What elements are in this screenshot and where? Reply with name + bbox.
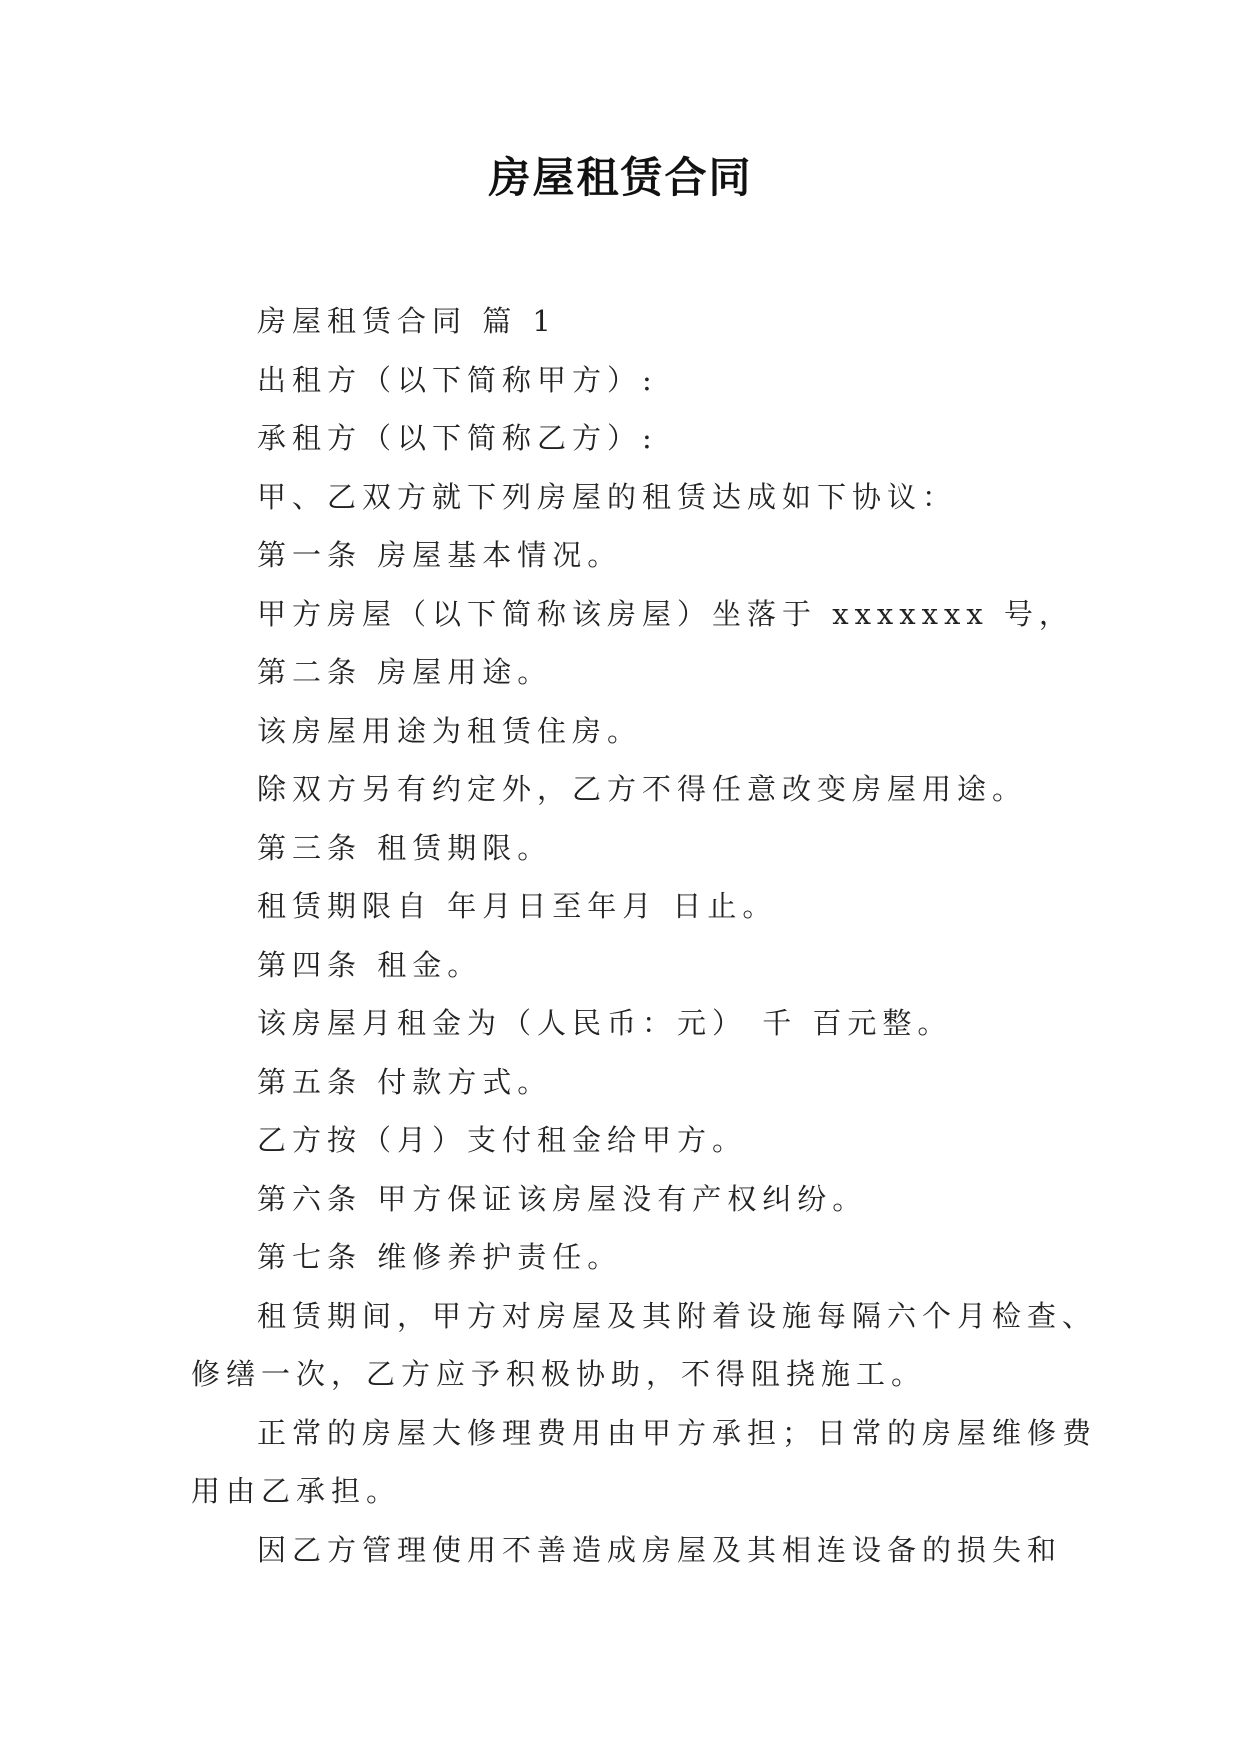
clause-heading: 第六条 甲方保证该房屋没有产权纠纷。 — [257, 1181, 868, 1216]
clause-heading: 第七条 维修养护责任。 — [257, 1240, 623, 1274]
paragraph-line: 承租方（以下简称乙方）: — [257, 421, 658, 455]
paragraph-line: 房屋租赁合同 篇 1 — [257, 304, 557, 338]
paragraph-line: 乙方按（月）支付租金给甲方。 — [257, 1123, 748, 1157]
paragraph-line: 租赁期间，甲方对房屋及其附着设施每隔六个月检查、 — [257, 1298, 1098, 1333]
paragraph-line: 正常的房屋大修理费用由甲方承担；日常的房屋维修费 — [257, 1415, 1098, 1450]
paragraph-line: 甲、乙双方就下列房屋的租赁达成如下协议： — [257, 479, 958, 514]
paragraph-line: 甲方房屋（以下简称该房屋）坐落于 xxxxxxx 号， — [257, 596, 1074, 631]
paragraph-line: 用由乙承担。 — [191, 1474, 402, 1508]
paragraph-line: 该房屋用途为租赁住房。 — [257, 713, 643, 748]
clause-heading: 第二条 房屋用途。 — [257, 655, 553, 689]
document-body — [191, 292, 1098, 1579]
paragraph-line: 出租方（以下简称甲方）: — [257, 362, 658, 397]
paragraph-line: 修缮一次，乙方应予积极协助，不得阻挠施工。 — [191, 1357, 927, 1391]
document-title: 房屋租赁合同 — [488, 153, 753, 202]
paragraph-line: 除双方另有约定外，乙方不得任意改变房屋用途。 — [257, 772, 1028, 806]
clause-heading: 第三条 租赁期限。 — [257, 830, 553, 865]
paragraph-line: 该房屋月租金为（人民币：元） 千 百元整。 — [257, 1006, 953, 1040]
clause-heading: 第四条 租金。 — [257, 947, 483, 982]
paragraph-line: 租赁期限自 年月日至年月 日止。 — [257, 889, 778, 923]
clause-heading: 第五条 付款方式。 — [257, 1064, 553, 1099]
paragraph-line: 因乙方管理使用不善造成房屋及其相连设备的损失和 — [257, 1532, 1063, 1567]
clause-heading: 第一条 房屋基本情况。 — [257, 538, 623, 572]
